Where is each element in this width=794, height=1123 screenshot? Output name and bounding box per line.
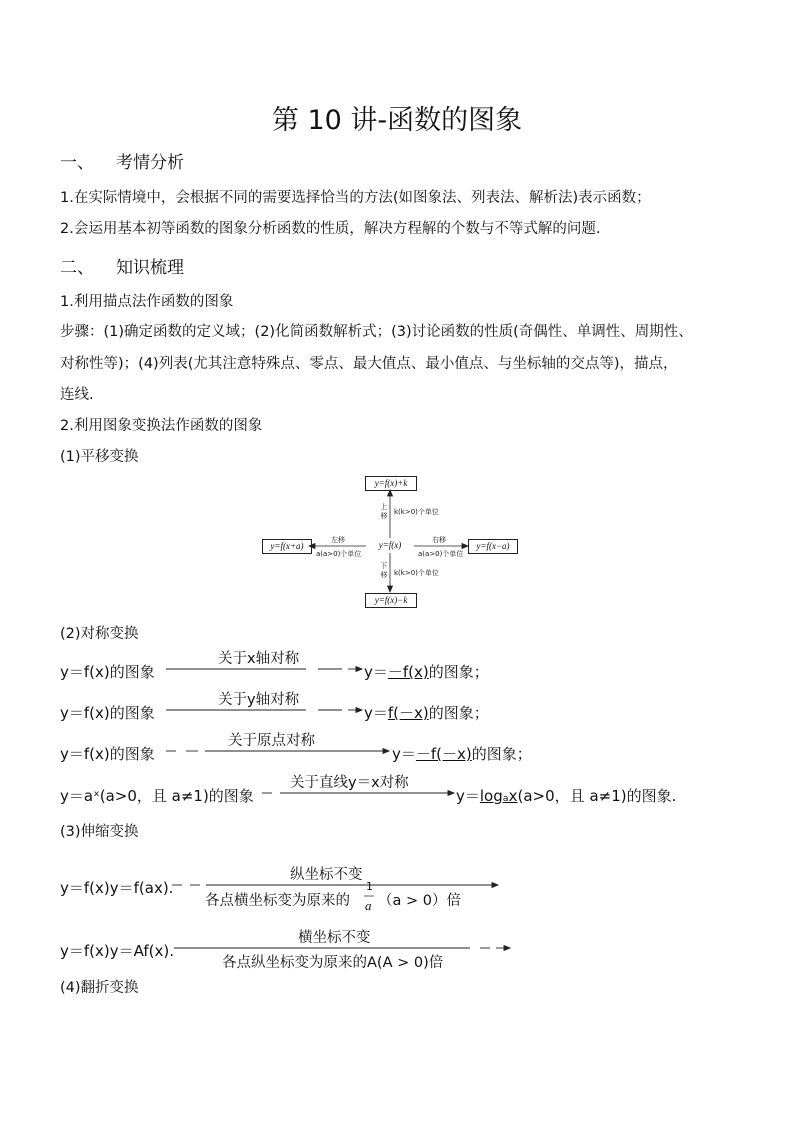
sym-rhs-post: 的图象； xyxy=(428,663,489,681)
down-condition: k(k>0)个单位 xyxy=(394,569,439,577)
sym-lhs: y＝aˣ(a>0，且 a≠1)的图象 xyxy=(60,787,254,805)
section-label: 知识梳理 xyxy=(116,258,184,278)
right-condition: a(a>0)个单位 xyxy=(418,550,464,558)
sym-rhs-pre: y＝ xyxy=(364,704,388,722)
section-number: 二、 xyxy=(60,258,94,278)
paragraph-line: 对称性等)；(4)列表(尤其注意特殊点、零点、最大值点、最小值点、与坐标轴的交点等)，描点， xyxy=(60,356,678,372)
sym-rhs-post: 的图象； xyxy=(428,704,489,722)
right-label: 右移 xyxy=(432,536,446,544)
section-number: 一、 xyxy=(60,153,94,173)
diagram-box-left: y=f(x+a) xyxy=(262,539,312,554)
subheading: (4)翻折变换 xyxy=(60,980,139,996)
stretch-bottom-suffix: （a > 0）倍 xyxy=(378,893,461,909)
left-label: 左移 xyxy=(331,536,345,544)
subheading: 1.利用描点法作函数的图象 xyxy=(60,294,234,310)
up-label: 上移 xyxy=(380,503,388,520)
paragraph-line: 连线. xyxy=(60,387,94,403)
sym-answer: －f(x) xyxy=(387,663,429,681)
sym-rhs-post: 的图象； xyxy=(471,745,532,763)
sym-lhs: y＝f(x)的图象 xyxy=(60,663,155,681)
diagram-box-right: y=f(x−a) xyxy=(468,539,518,554)
paragraph-line: 步骤：(1)确定函数的定义域；(2)化简函数解析式；(3)讨论函数的性质(奇偶性、单调性、周期性、 xyxy=(60,324,693,340)
page-title: 第 10 讲-函数的图象 xyxy=(271,105,523,136)
sym-arrow-label: 关于y轴对称 xyxy=(218,692,300,708)
fraction-numerator: 1 xyxy=(366,880,373,893)
sym-arrow-label: 关于原点对称 xyxy=(228,733,315,749)
sym-lhs: y＝f(x)的图象 xyxy=(60,704,155,722)
diagram-center: y=f(x) xyxy=(378,540,402,550)
diagram-box-bottom: y=f(x)−k xyxy=(365,593,417,608)
diagram-box-top: y=f(x)+k xyxy=(365,476,417,491)
stretch-lhs: y＝f(x)y＝Af(x). xyxy=(60,942,174,960)
down-label: 下移 xyxy=(380,562,388,579)
stretch-bottom-label: 各点纵坐标变为原来的A(A > 0)倍 xyxy=(222,955,444,971)
sym-answer: f(－x) xyxy=(387,704,429,722)
subheading: (1)平移变换 xyxy=(60,449,139,465)
fraction-denominator: a xyxy=(365,898,372,913)
sym-lhs: y＝f(x)的图象 xyxy=(60,745,155,763)
subheading: (3)伸缩变换 xyxy=(60,824,139,840)
paragraph: 2.会运用基本初等函数的图象分析函数的性质，解决方程解的个数与不等式解的问题. xyxy=(60,221,601,237)
stretch-top-label: 纵坐标不变 xyxy=(290,867,363,883)
sym-rhs-pre: y＝ xyxy=(364,663,388,681)
sym-rhs-pre: y＝ xyxy=(392,745,416,763)
section-label: 考情分析 xyxy=(116,153,184,173)
sym-arrow-label: 关于x轴对称 xyxy=(218,651,300,667)
stretch-top-label: 横坐标不变 xyxy=(298,930,371,946)
subheading: (2)对称变换 xyxy=(60,626,139,642)
sym-answer: －f(－x) xyxy=(415,745,472,763)
left-condition: a(a>0)个单位 xyxy=(316,550,362,558)
paragraph: 1.在实际情境中，会根据不同的需要选择恰当的方法(如图象法、列表法、解析法)表示函数； xyxy=(60,190,651,206)
subheading: 2.利用图象变换法作函数的图象 xyxy=(60,418,263,434)
sym-answer: logₐx xyxy=(479,787,518,805)
sym-rhs-post: (a>0，且 a≠1)的图象. xyxy=(517,787,677,805)
stretch-lhs: y＝f(x)y＝f(ax). xyxy=(60,879,174,897)
sym-arrow-label: 关于直线y＝x对称 xyxy=(290,775,409,791)
stretch-bottom-label: 各点横坐标变为原来的 xyxy=(205,893,350,909)
sym-rhs-pre: y＝ xyxy=(456,787,480,805)
up-condition: k(k>0)个单位 xyxy=(394,508,439,516)
